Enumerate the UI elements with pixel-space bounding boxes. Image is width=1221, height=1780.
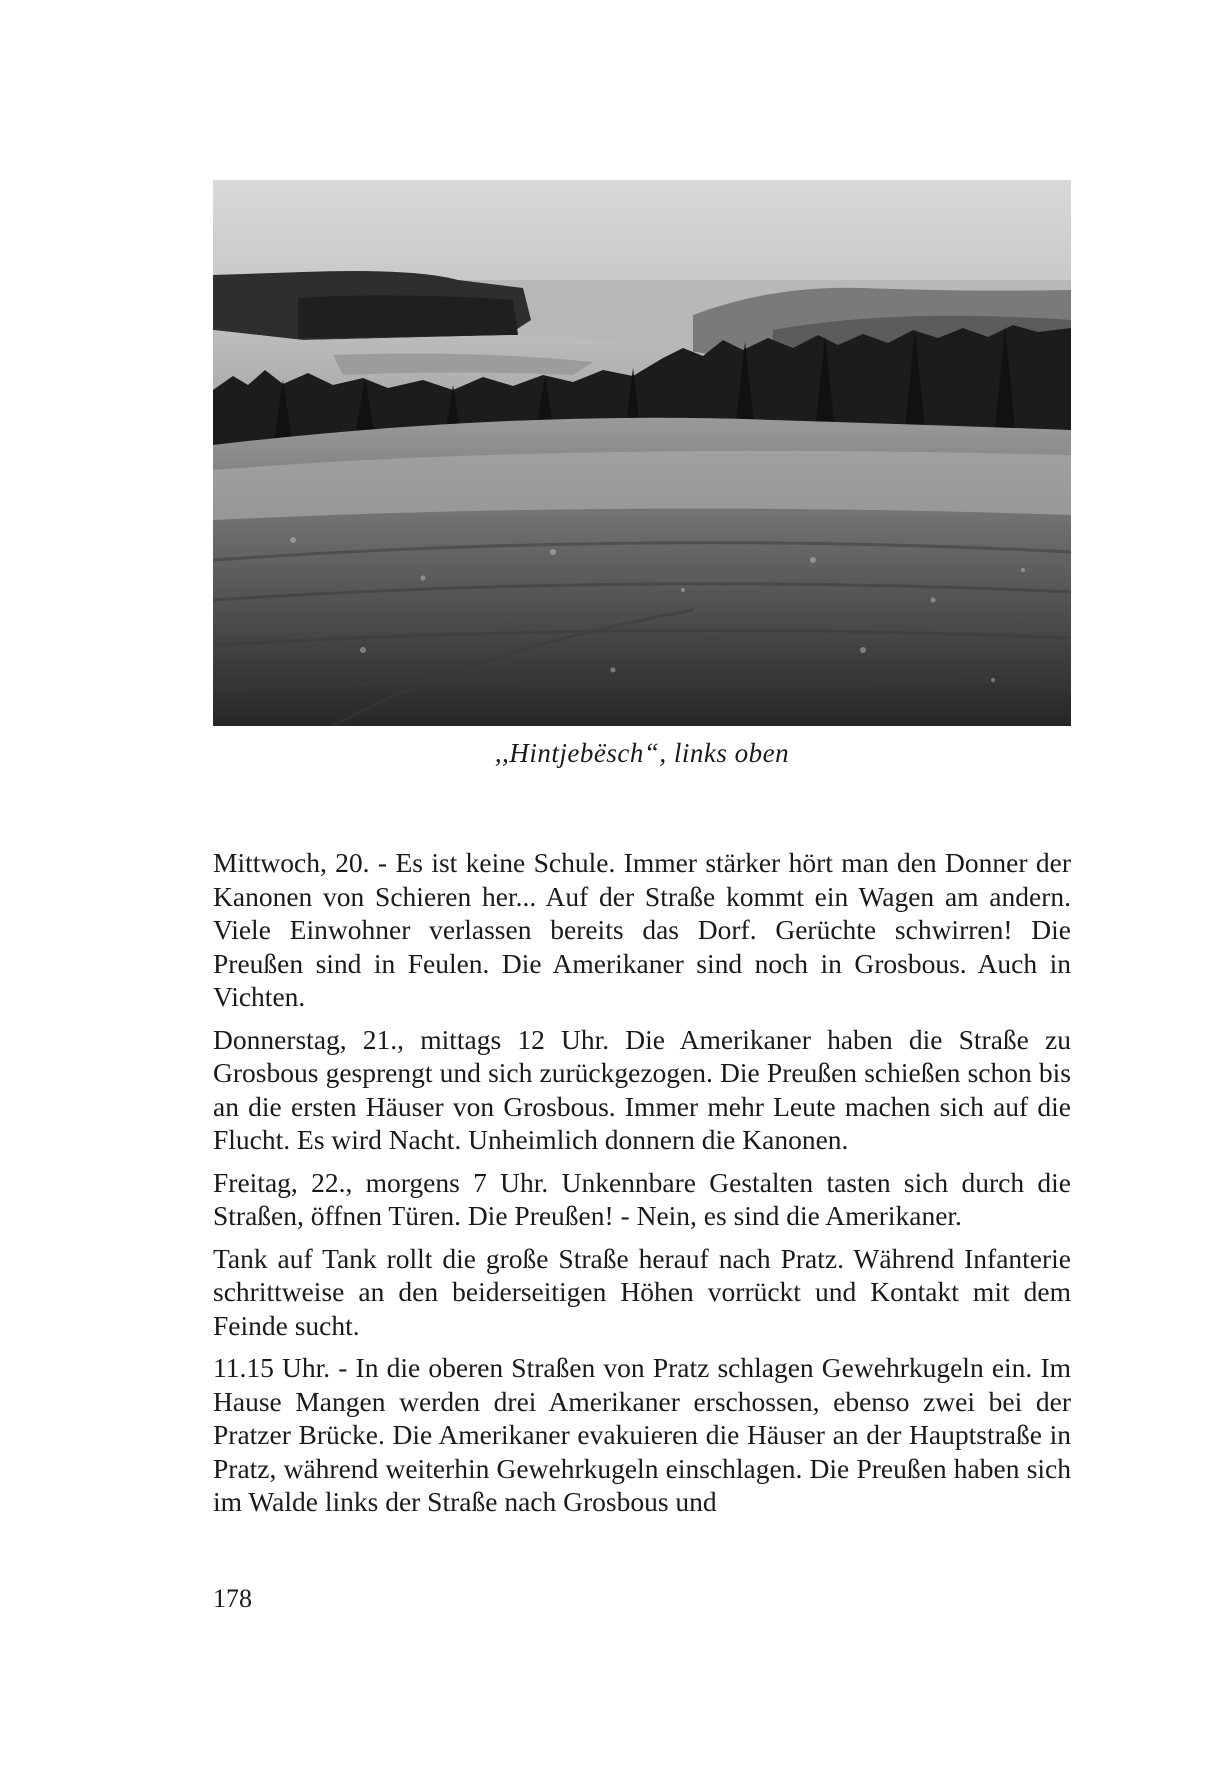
photo-caption: ,,Hintjebësch“, links oben — [494, 738, 790, 768]
body-text — [213, 846, 1071, 1528]
paragraph-tanks: Tank auf Tank rollt die große Straße herauf nach Pratz. Während Infanterie schrittweise an den beiderseitigen Höhen vorrückt und Kontakt mit dem Feinde sucht. — [213, 1242, 1071, 1341]
paragraph-friday: Freitag, 22., morgens 7 Uhr. Unkennbare Gestalten tasten sich durch die Straßen, öffnen Türen. Die Preußen! - Nein, es sind die Amerikaner. — [213, 1166, 1071, 1231]
landscape-photo — [213, 180, 1071, 726]
paragraph-thursday: Donnerstag, 21., mittags 12 Uhr. Die Amerikaner haben die Straße zu Grosbous gesprengt und sich zurückgezogen. Die Preußen schießen schon bis an die ersten Häuser von Grosbous. Immer mehr Leute machen sich auf die Flucht. Es wird Nacht. Unheimlich donnern die Kanonen. — [213, 1023, 1071, 1155]
paragraph-1115: 11.15 Uhr. - In die oberen Straßen von Pratz schlagen Gewehrkugeln ein. Im Hause Mangen werden drei Amerikaner erschossen, ebenso zwei bei der Pratzer Brücke. Die Amerikaner evakuieren die Häuser an der Hauptstraße in Pratz, während weiterhin Gewehrkugeln einschlagen. Die Preußen haben sich im Walde links der Straße nach Grosbous und — [213, 1352, 1071, 1517]
page-number: 178 — [213, 1584, 252, 1613]
paragraph-wednesday: Mittwoch, 20. - Es ist keine Schule. Immer stärker hört man den Donner der Kanonen von Schieren her... Auf der Straße kommt ein Wagen am andern. Viele Einwohner verlassen bereits das Dorf. Gerüchte schwirren! Die Preußen sind in Feulen. Die Amerikaner sind noch in Grosbous. Auch in Vichten. — [213, 847, 1071, 1012]
